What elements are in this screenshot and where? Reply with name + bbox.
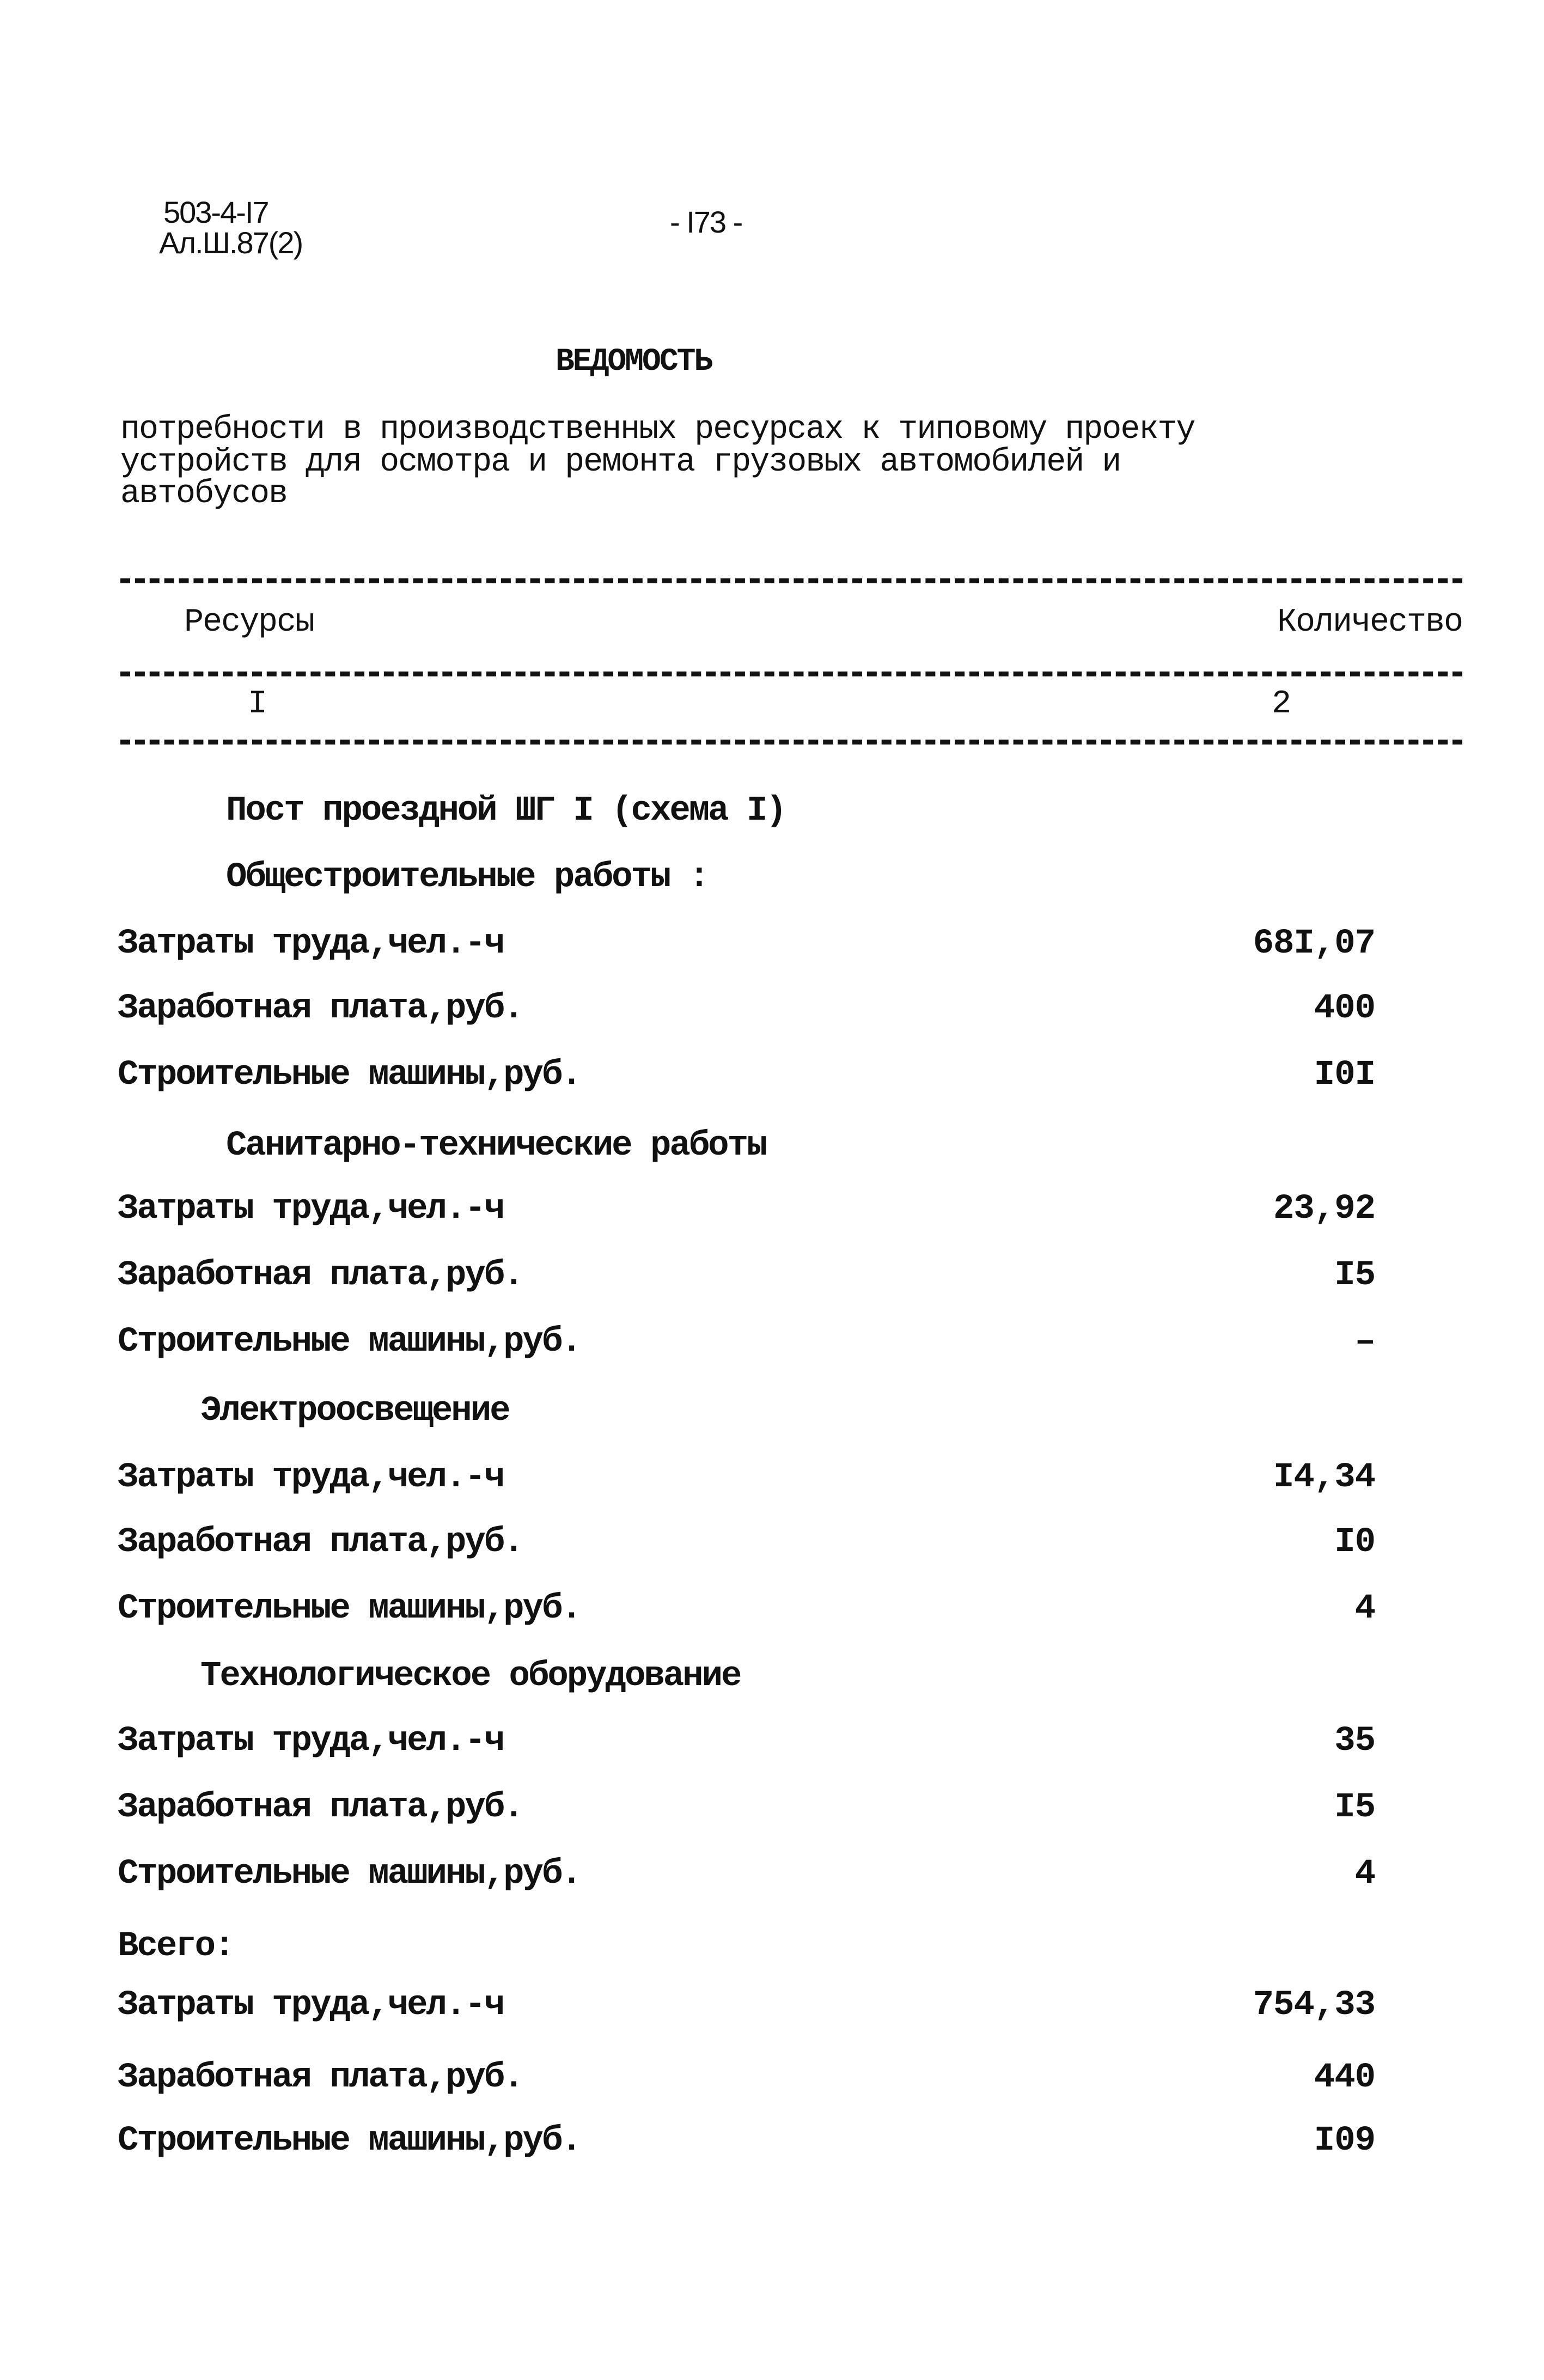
row-value: 35 xyxy=(1334,1722,1375,1761)
column-number: 2 xyxy=(1272,686,1291,723)
group-heading: Технологическое оборудование xyxy=(200,1657,741,1696)
row-label: Заработная плата,руб. xyxy=(118,1256,523,1295)
row-value: 400 xyxy=(1314,989,1375,1028)
row-value: 754,33 xyxy=(1253,1986,1375,2025)
table-divider xyxy=(120,578,1462,583)
row-label: Заработная плата,руб. xyxy=(118,1523,523,1562)
row-value: I0I xyxy=(1314,1055,1375,1095)
row-label: Строительные машины,руб. xyxy=(118,1589,581,1628)
column-number: I xyxy=(248,686,267,723)
column-header-resources: Ресурсы xyxy=(184,604,314,641)
row-value: I09 xyxy=(1314,2121,1375,2161)
row-value: I4,34 xyxy=(1273,1458,1375,1497)
section-title: Пост проездной ШГ I (схема I) xyxy=(226,791,785,831)
row-value: 4 xyxy=(1354,1589,1375,1628)
row-value: I5 xyxy=(1334,1788,1375,1827)
row-value: 440 xyxy=(1314,2058,1375,2097)
group-heading: Санитарно-технические работы xyxy=(226,1126,766,1165)
row-value: I5 xyxy=(1334,1256,1375,1295)
page-number: - I73 - xyxy=(670,205,742,239)
subtitle-line: автобусов xyxy=(120,475,288,512)
row-label: Затраты труда,чел.-ч xyxy=(118,1986,504,2025)
row-value: 68I,07 xyxy=(1253,924,1375,963)
total-heading: Всего: xyxy=(118,1927,234,1966)
row-label: Строительные машины,руб. xyxy=(118,1854,581,1894)
row-value: 4 xyxy=(1354,1854,1375,1894)
document-code: 503-4-I7 xyxy=(163,195,268,229)
group-heading: Общестроительные работы : xyxy=(226,858,709,897)
row-label: Строительные машины,руб. xyxy=(118,2121,581,2161)
table-divider xyxy=(120,740,1462,744)
subtitle-line: потребности в производственных ресурсах к типовому проекту xyxy=(120,411,1195,448)
row-value: – xyxy=(1354,1322,1375,1362)
row-value: I0 xyxy=(1334,1523,1375,1562)
row-value: 23,92 xyxy=(1273,1189,1375,1229)
row-label: Затраты труда,чел.-ч xyxy=(118,1458,504,1497)
table-divider xyxy=(120,672,1462,676)
row-label: Заработная плата,руб. xyxy=(118,2058,523,2097)
row-label: Заработная плата,руб. xyxy=(118,989,523,1028)
row-label: Затраты труда,чел.-ч xyxy=(118,924,504,963)
row-label: Заработная плата,руб. xyxy=(118,1788,523,1827)
subtitle-line: устройств для осмотра и ремонта грузовых автомобилей и xyxy=(120,444,1121,481)
row-label: Строительные машины,руб. xyxy=(118,1055,581,1095)
column-header-quantity: Количество xyxy=(1277,604,1462,641)
group-heading: Электроосвещение xyxy=(200,1392,509,1431)
row-label: Строительные машины,руб. xyxy=(118,1322,581,1362)
row-label: Затраты труда,чел.-ч xyxy=(118,1722,504,1761)
album-number: Ал.Ш.87(2) xyxy=(159,225,303,260)
row-label: Затраты труда,чел.-ч xyxy=(118,1189,504,1229)
document-title: ВЕДОМОСТЬ xyxy=(556,344,712,380)
